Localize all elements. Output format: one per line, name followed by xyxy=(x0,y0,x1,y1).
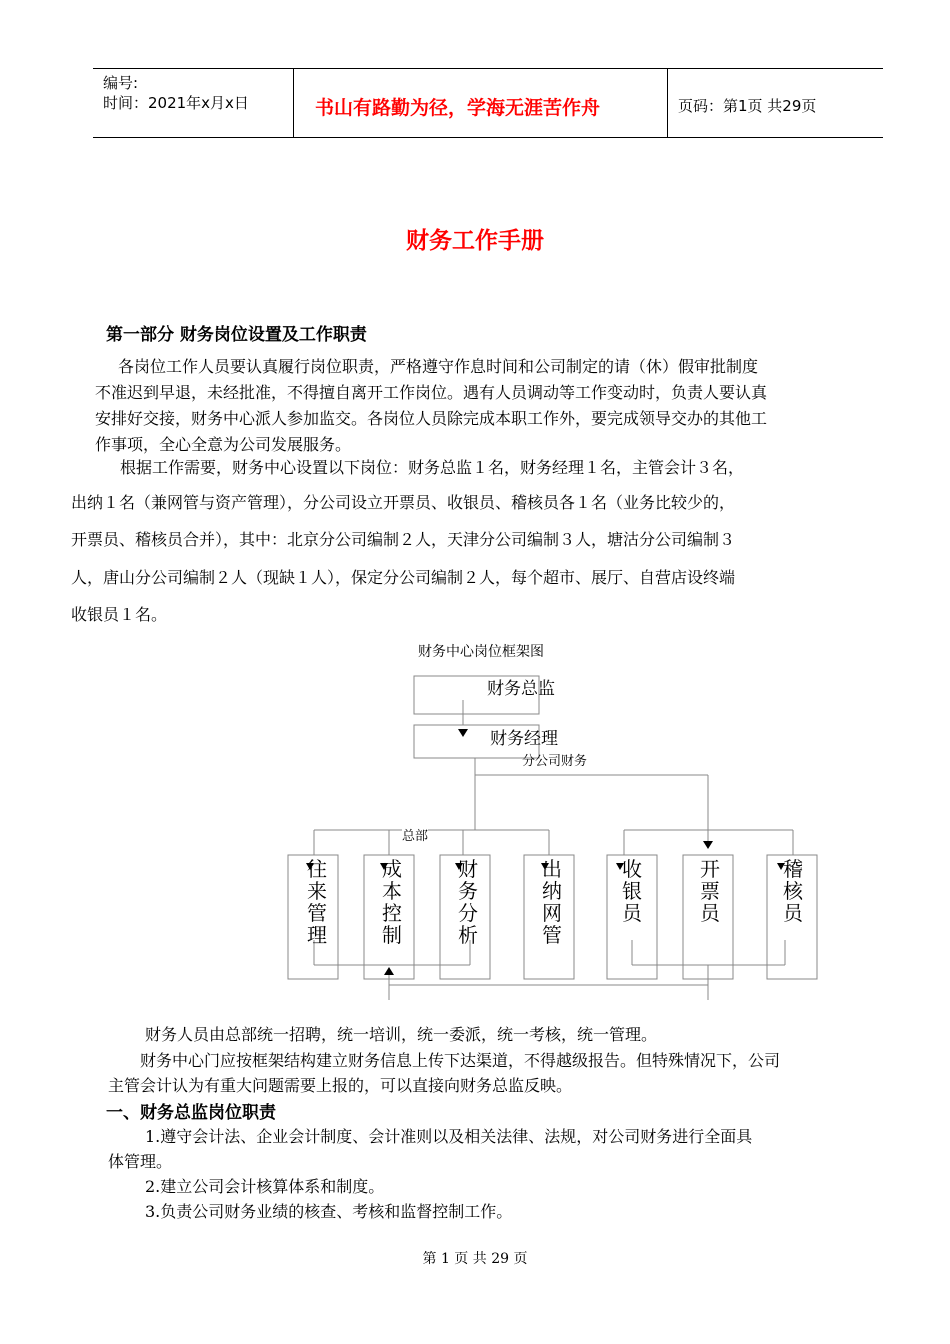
paragraph-line: 财务中心门应按框架结构建立财务信息上传下达渠道，不得越级报告。但特殊情况下，公司 xyxy=(140,1051,781,1070)
position-auditor: 稽核员 xyxy=(783,857,803,925)
time-label: 时间：2021年x月x日 xyxy=(103,94,249,112)
arrow-icon xyxy=(703,841,713,849)
paragraph-line: 出纳１名（兼网管与资产管理），分公司设立开票员、收银员、稽核员各１名（业务比较少的， xyxy=(71,493,736,512)
position-cost-control: 成本控制 xyxy=(382,857,402,947)
position-ar-management: 往来管理 xyxy=(307,857,327,947)
position-cashier: 收银员 xyxy=(622,857,642,925)
arrow-icon xyxy=(384,967,394,975)
position-cashier-network: 出纳网管 xyxy=(542,857,562,947)
header-page-info: 页码：第1页 共29页 xyxy=(678,97,817,115)
paragraph-line: 安排好交接，财务中心派人参加监交。各岗位人员除完成本职工作外，要完成领导交办的其他工 xyxy=(95,409,768,428)
paragraph-line: 开票员、稽核员合并），其中：北京分公司编制２人，天津分公司编制３人，塘沽分公司编制３ xyxy=(71,530,736,549)
paragraph-line: 各岗位工作人员要认真履行岗位职责，严格遵守作息时间和公司制定的请（休）假审批制度 xyxy=(118,357,759,376)
page-footer: 第 1 页 共 29 页 xyxy=(422,1251,528,1267)
paragraph-line: 作事项，全心全意为公司发展服务。 xyxy=(95,435,352,454)
list-item: 体管理。 xyxy=(108,1152,173,1171)
paragraph-line: 人，唐山分公司编制２人（现缺１人），保定分公司编制２人，每个超市、展厅、自营店设终端 xyxy=(71,568,736,587)
section1-heading: 第一部分 财务岗位设置及工作职责 xyxy=(106,325,367,345)
director-label: 财务总监 xyxy=(487,679,555,699)
position-financial-analysis: 财务分析 xyxy=(458,857,478,947)
arrow-icon xyxy=(458,729,468,737)
number-label: 编号: xyxy=(103,74,139,92)
paragraph-line: 收银员１名。 xyxy=(71,605,168,624)
paragraph-line: 财务人员由总部统一招聘，统一培训，统一委派，统一考核，统一管理。 xyxy=(145,1025,658,1044)
list-item: 2.建立公司会计核算体系和制度。 xyxy=(145,1177,385,1196)
position-invoicer: 开票员 xyxy=(700,857,720,925)
manager-label: 财务经理 xyxy=(490,729,558,749)
paragraph-line: 根据工作需要，财务中心设置以下岗位：财务总监１名，财务经理１名，主管会计３名， xyxy=(120,458,745,477)
paragraph-line: 主管会计认为有重大问题需要上报的，可以直接向财务总监反映。 xyxy=(108,1076,573,1095)
section-heading: 一、财务总监岗位职责 xyxy=(106,1103,276,1123)
hq-label: 总部 xyxy=(402,825,428,844)
list-item: 3.负责公司财务业绩的核查、考核和监督控制工作。 xyxy=(145,1202,513,1221)
paragraph-line: 不准迟到早退，未经批准，不得擅自离开工作岗位。遇有人员调动等工作变动时，负责人要认真 xyxy=(95,383,768,402)
branch-finance-label: 分公司财务 xyxy=(522,754,588,769)
document-title: 财务工作手册 xyxy=(406,228,544,254)
list-item: 1.遵守会计法、企业会计制度、会计准则以及相关法律、法规，对公司财务进行全面具 xyxy=(145,1127,753,1146)
header-motto: 书山有路勤为径，学海无涯苦作舟 xyxy=(315,97,601,119)
diagram-caption: 财务中心岗位框架图 xyxy=(418,644,544,660)
